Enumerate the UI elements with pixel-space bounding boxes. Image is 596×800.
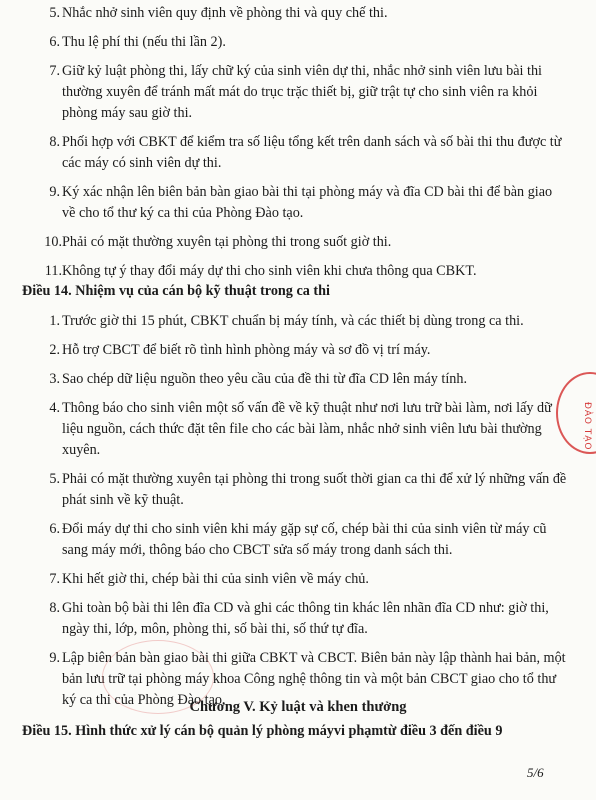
item-number: 6.: [49, 521, 60, 537]
list-item: [0, 519, 596, 561]
item-text: Giữ kỷ luật phòng thi, lấy chữ ký của sinh viên dự thi, nhắc nhở sinh viên lưu bài thi thường xuyên để tránh mất mát do trục trặc thiết bị, giữ trật tự cho sinh viên ra khỏi phòng máy sau giờ thi.: [62, 63, 542, 121]
seal-text: ĐÀO TẠO: [582, 402, 592, 451]
item-text: Phải có mặt thường xuyên tại phòng thi trong suốt thời gian ca thi để xử lý những vấn đề phát sinh về kỹ thuật.: [62, 471, 567, 508]
item-text: Không tự ý thay đổi máy dự thi cho sinh viên khi chưa thông qua CBKT.: [62, 263, 477, 279]
item-text: Đổi máy dự thi cho sinh viên khi máy gặp sự cố, chép bài thi của sinh viên từ máy cũ sang máy mới, thông báo cho CBCT sửa số máy trong danh sách thi.: [62, 521, 547, 558]
list-item: [0, 3, 596, 24]
item-number: 8.: [49, 134, 60, 150]
item-number: 2.: [49, 342, 60, 358]
list-item: [0, 598, 596, 640]
list-item: [0, 398, 596, 461]
item-text: Phối hợp với CBKT để kiểm tra số liệu tổng kết trên danh sách và số bài thi thu được từ các máy có sinh viên dự thi.: [62, 134, 562, 171]
item-number: 11.: [44, 263, 62, 279]
item-number: 9.: [49, 184, 60, 200]
item-text: Nhắc nhở sinh viên quy định về phòng thi và quy chế thi.: [62, 5, 388, 21]
item-text: Lập biên bản bàn giao bài thi giữa CBKT và CBCT. Biên bản này lập thành hai bản, một bản lưu trữ tại phòng máy khoa Công nghệ thông tin và một bản CBCT giao cho tổ thư ký ca thi của Phòng Đào tạo.: [62, 650, 566, 708]
item-number: 8.: [49, 600, 60, 616]
section1-list: [0, 3, 596, 290]
item-text: Phải có mặt thường xuyên tại phòng thi trong suốt giờ thi.: [62, 234, 392, 250]
item-text: Hỗ trợ CBCT để biết rõ tình hình phòng máy và sơ đồ vị trí máy.: [62, 342, 431, 358]
list-item: [0, 261, 596, 282]
item-number: 6.: [49, 34, 60, 50]
item-text: Sao chép dữ liệu nguồn theo yêu cầu của đề thi từ đĩa CD lên máy tính.: [62, 371, 468, 387]
list-item: [0, 311, 596, 332]
list-item: [0, 340, 596, 361]
list-item: [0, 469, 596, 511]
list-item: [0, 369, 596, 390]
article-14-heading: Điều 14. Nhiệm vụ của cán bộ kỹ thuật trong ca thi: [22, 283, 330, 299]
item-text: Thông báo cho sinh viên một số vấn đề về kỹ thuật như nơi lưu trữ bài làm, nơi lấy dữ liệu nguồn, cách thức đặt tên file cho các bài làm, nhắc nhở sinh viên lưu bài thường xuyên.: [62, 400, 552, 458]
list-item: [0, 132, 596, 174]
list-item: [0, 32, 596, 53]
page-number: 5/6: [527, 765, 544, 780]
article-15-heading: Điều 15. Hình thức xử lý cán bộ quản lý phòng máyvi phạmtừ điều 3 đến điều 9: [22, 723, 503, 739]
faded-seal-stamp: [102, 640, 214, 714]
item-number: 3.: [49, 371, 60, 387]
item-text: Ghi toàn bộ bài thi lên đĩa CD và ghi các thông tin khác lên nhãn đĩa CD như: giờ thi, ngày thi, lớp, môn, phòng thi, số bài thi, số thứ tự đĩa.: [62, 600, 549, 637]
item-text: Thu lệ phí thi (nếu thi lần 2).: [62, 34, 226, 50]
item-number: 5.: [49, 471, 60, 487]
item-number: 7.: [49, 571, 60, 587]
chapter-heading: Chương V. Kỷ luật và khen thưởng: [189, 699, 407, 715]
item-number: 5.: [49, 5, 60, 21]
list-item: [0, 569, 596, 590]
item-number: 1.: [49, 313, 60, 329]
item-text: Khi hết giờ thi, chép bài thi của sinh viên về máy chủ.: [62, 571, 369, 587]
item-text: Trước giờ thi 15 phút, CBKT chuẩn bị máy tính, và các thiết bị dùng trong ca thi.: [62, 313, 524, 329]
article-14-list: [0, 311, 596, 719]
item-number: 9.: [49, 650, 60, 666]
list-item: [0, 61, 596, 124]
item-text: Ký xác nhận lên biên bản bàn giao bài thi tại phòng máy và đĩa CD bài thi để bàn giao về cho tổ thư ký ca thi của Phòng Đào tạo.: [62, 184, 553, 221]
list-item: [0, 232, 596, 253]
item-number: 7.: [49, 63, 60, 79]
item-number: 4.: [49, 400, 60, 416]
item-number: 10.: [44, 234, 62, 250]
list-item: [0, 182, 596, 224]
